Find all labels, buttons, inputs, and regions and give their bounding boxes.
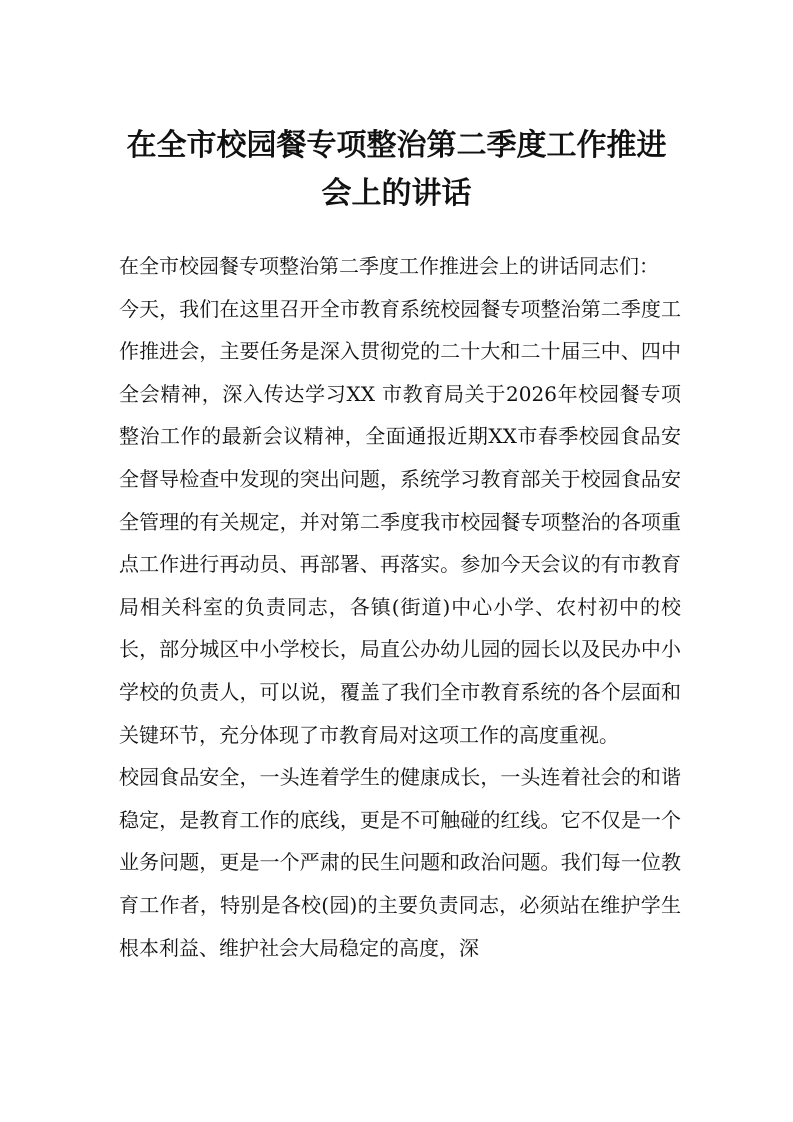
document-body — [119, 245, 681, 969]
paragraph-salutation: 在全市校园餐专项整治第二季度工作推进会上的讲话同志们： — [119, 254, 659, 278]
paragraph-food-safety: 校园食品安全，一头连着学生的健康成长，一头连着社会的和谐稳定，是教育工作的底线，更是不可触碰的红线。它不仅是一个业务问题，更是一个严肃的民生问题和政治问题。我们每一位教育工作者，特别是各校(园)的主要负责同志，必须站在维护学生根本利益、维护社会大局稳定的高度，深 — [119, 765, 681, 960]
document-title-line-1: 在全市校园餐专项整治第二季度工作推进 — [126, 128, 667, 163]
paragraph-meeting-intro: 今天，我们在这里召开全市教育系统校园餐专项整治第二季度工作推进会，主要任务是深入贯彻党的二十大和二十届三中、四中全会精神，深入传达学习XX 市教育局关于2026年校园餐专项整治工作的最新会议精神，全面通报近期XX市春季校园食品安全督导检查中发现的突出问题，系统学习教育部关于校园食品安全管理的有关规定，并对第二季度我市校园餐专项整治的各项重点工作进行再动员、再部署、再落实。参加今天会议的有市教育局相关科室的负责同志，各镇(街道)中心小学、农村初中的校长，部分城区中小学校长，局直公办幼儿园的园长以及民办中小学校的负责人，可以说，覆盖了我们全市教育系统的各个层面和关键环节，充分体现了市教育局对这项工作的高度重视。 — [119, 296, 681, 747]
document-title-line-2: 会上的讲话 — [321, 176, 472, 211]
